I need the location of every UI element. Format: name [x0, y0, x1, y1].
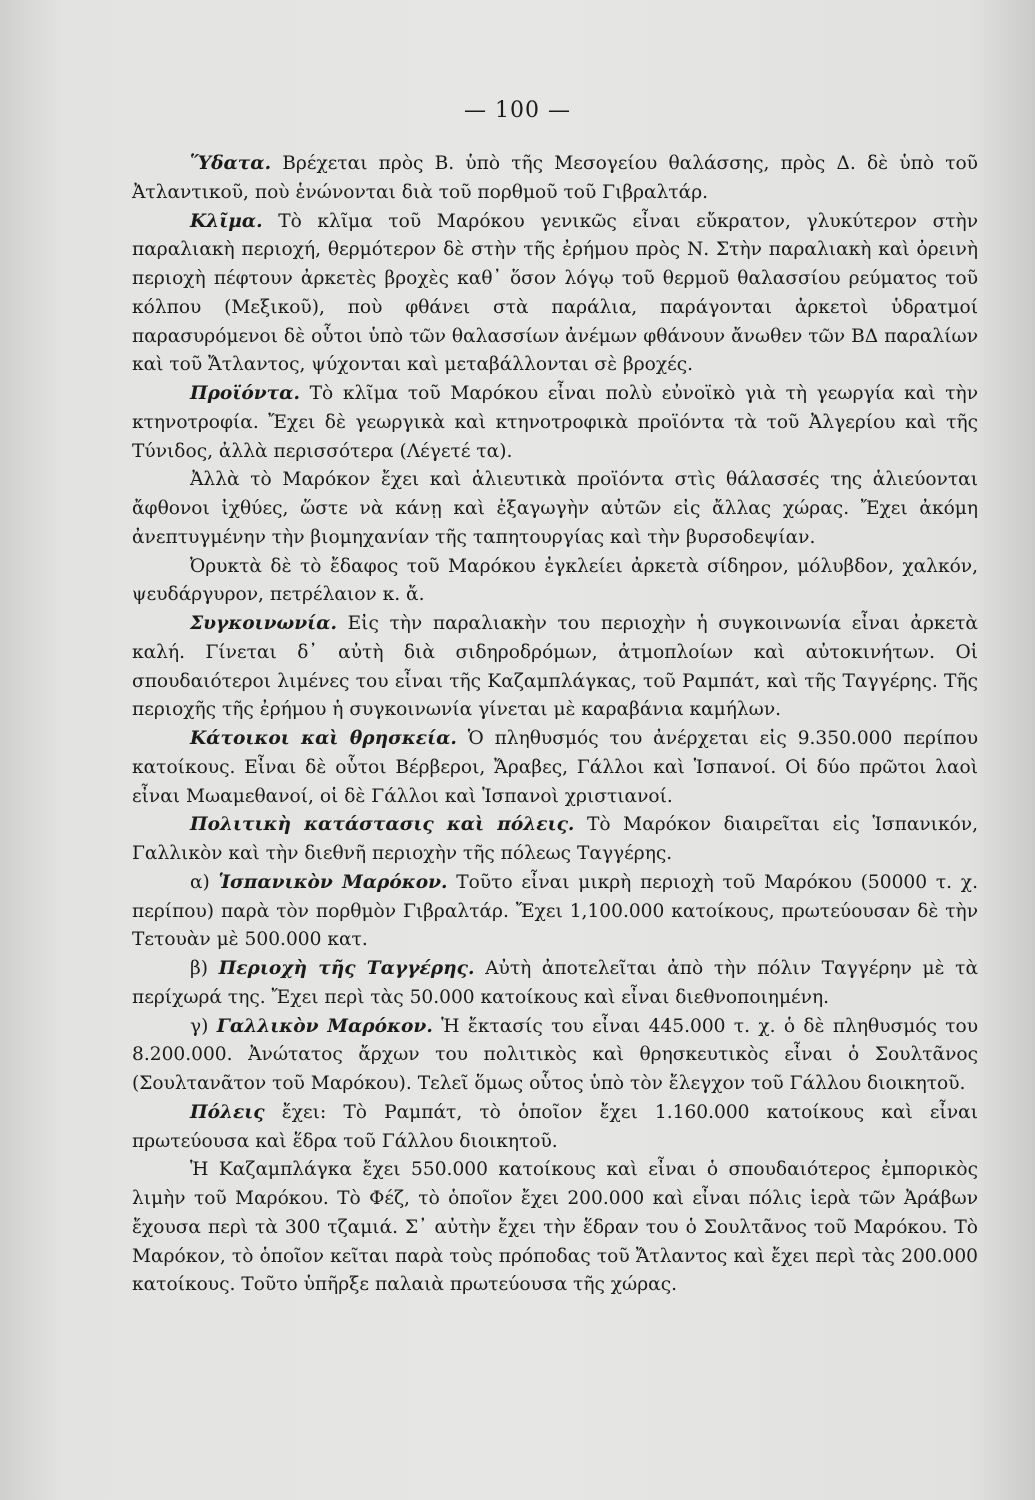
- heading: Γαλλικὸν Μαρόκον.: [216, 1015, 433, 1037]
- paragraph-waters: [132, 150, 978, 208]
- list-marker: β): [190, 958, 219, 979]
- heading: Πολιτικὴ κατάστασις καὶ πόλεις.: [190, 814, 575, 836]
- paragraph-text: Τὸ κλῖμα τοῦ Μαρόκου εἶναι πολὺ εὐνοϊκὸ γιὰ τὴ γεωργία καὶ τὴν κτηνοτροφία. Ἔχει δὲ γεωργικὰ καὶ κτηνοτροφικὰ προϊόντα τὰ τοῦ Ἀλγερίου καὶ τῆς Τύνιδος, ἀλλὰ περισσότερα (Λέγετέ τα).: [132, 383, 978, 462]
- paragraph-text: Ἡ Καζαμπλάγκα ἔχει 550.000 κατοίκους καὶ εἶναι ὁ σπουδαιότερος ἐμπορικὸς λιμὴν τοῦ Μαρόκου. Τὸ Φέζ, τὸ ὁποῖον ἔχει 200.000 καὶ εἶναι πόλις ἱερὰ τῶν Ἀράβων ἔχουσα περὶ τὰ 300 τζαμιά. Σ᾽ αὐτὴν ἔχει τὴν ἕδραν του ὁ Σουλτᾶνος τοῦ Μαρόκου. Τὸ Μαρόκον, τὸ ὁποῖον κεῖται παρὰ τοὺς πρόποδας τοῦ Ἄτλαντος καὶ ἔχει περὶ τὰς 200.000 κατοίκους. Τοῦτο ὑπῆρξε παλαιὰ πρωτεύουσα τῆς χώρας.: [132, 1159, 978, 1296]
- paragraph-text: Αὐτὴ ἀποτελεῖται ἀπὸ τὴν πόλιν Ταγγέρην μὲ τὰ περίχωρά της. Ἔχει περὶ τὰς 50.000 κατοίκους καὶ εἶναι διεθνοποιημένη.: [132, 958, 978, 1008]
- paragraph-text: Τὸ Μαρόκον διαιρεῖται εἰς Ἱσπανικόν, Γαλλικὸν καὶ τὴν διεθνῆ περιοχὴν τῆς πόλεως Ταγγέρης.: [132, 814, 978, 864]
- paragraph-spanish-morocco: [132, 869, 978, 955]
- heading: Πόλεις: [190, 1101, 265, 1123]
- list-marker: γ): [190, 1015, 217, 1037]
- paragraph-text: Ἡ ἔκτασίς του εἶναι 445.000 τ. χ. ὁ δὲ πληθυσμός του 8.200.000. Ἀνώτατος ἄρχων του πολιτικὸς καὶ θρησκευτικὸς εἶναι ὁ Σουλτᾶνος (Σουλτανᾶτον τοῦ Μαρόκου). Τελεῖ ὅμως οὗτος ὑπὸ τὸν ἔλεγχον τοῦ Γάλλου διοικητοῦ.: [132, 1015, 978, 1094]
- heading: Συγκοινωνία.: [190, 613, 337, 634]
- paragraph-climate: [132, 208, 978, 381]
- body-text: [132, 150, 978, 1300]
- paragraph-text: Τοῦτο εἶναι μικρὴ περιοχὴ τοῦ Μαρόκου (50000 τ. χ. περίπου) παρὰ τὸν πορθμὸν Γιβραλτάρ. Ἔχει 1,100.000 κατοίκους, πρωτεύουσαν δὲ τὴν Τετουὰν μὲ 500.000 κατ.: [132, 871, 978, 951]
- paragraph-minerals: [132, 553, 978, 611]
- heading: Περιοχὴ τῆς Ταγγέρης.: [218, 958, 475, 979]
- paragraph-inhabitants: [132, 725, 978, 811]
- paragraph-casablanca: [132, 1156, 978, 1300]
- paragraph-text: ἔχει: Τὸ Ραμπάτ, τὸ ὁποῖον ἔχει 1.160.000 κατοίκους καὶ εἶναι πρωτεύουσα καὶ ἕδρα τοῦ Γάλλου διοικητοῦ.: [132, 1101, 978, 1152]
- heading: Κάτοικοι καὶ θρησκεία.: [190, 728, 457, 749]
- paragraph-text: Ὀρυκτὰ δὲ τὸ ἔδαφος τοῦ Μαρόκου ἐγκλείει ἀρκετὰ σίδηρον, μόλυβδον, χαλκόν, ψευδάργυρον, πετρέλαιον κ. ἄ.: [132, 555, 978, 606]
- paragraph-tangier: [132, 955, 978, 1013]
- paragraph-political: [132, 811, 978, 869]
- heading: Κλῖμα.: [190, 210, 263, 232]
- paragraph-text: Βρέχεται πρὸς Β. ὑπὸ τῆς Μεσογείου θαλάσσης, πρὸς Δ. δὲ ὑπὸ τοῦ Ἀτλαντικοῦ, ποὺ ἑνώνονται διὰ τοῦ πορθμοῦ τοῦ Γιβραλτάρ.: [132, 153, 978, 203]
- paragraph-products: [132, 380, 978, 466]
- heading: Ὕδατα.: [190, 153, 272, 174]
- paragraph-text: Τὸ κλῖμα τοῦ Μαρόκου γενικῶς εἶναι εὔκρατον, γλυκύτερον στὴν παραλιακὴ περιοχή, θερμότερον δὲ στὴν τῆς ἐρήμου πρὸς Ν. Στὴν παραλιακὴ καὶ ὀρεινὴ περιοχὴ πέφτουν ἀρκετὲς βροχὲς καθ᾽ ὅσον λόγῳ τοῦ θερμοῦ θαλασσίου ρεύματος τοῦ κόλπου (Μεξικοῦ), ποὺ φθάνει στὰ παράλια, παράγονται ἀρκετοὶ ὑδρατμοί παρασυρόμενοι δὲ οὗτοι ὑπὸ τῶν θαλασσίων ἀνέμων φθάνουν ἄνωθεν τῶν ΒΔ παραλίων καὶ τοῦ Ἄτλαντος, ψύχονται καὶ μεταβάλλονται σὲ βροχές.: [132, 210, 978, 376]
- paragraph-cities: [132, 1099, 978, 1157]
- paragraph-text: Ὁ πληθυσμός του ἀνέρχεται εἰς 9.350.000 περίπου κατοίκους. Εἶναι δὲ οὗτοι Βέρβεροι, Ἄραβες, Γάλλοι καὶ Ἱσπανοί. Οἱ δύο πρῶτοι λαοὶ εἶναι Μωαμεθανοί, οἱ δὲ Γάλλοι καὶ Ἱσπανοὶ χριστιανοί.: [132, 728, 978, 807]
- paragraph-text: Ἀλλὰ τὸ Μαρόκον ἔχει καὶ ἁλιευτικὰ προϊόντα στὶς θάλασσές της ἁλιεύονται ἄφθονοι ἰχθύες, ὥστε νὰ κάνῃ καὶ ἐξαγωγὴν αὐτῶν εἰς ἄλλας χώρας. Ἔχει ἀκόμη ἀνεπτυγμένην τὴν βιομηχανίαν τῆς ταπητουργίας καὶ τὴν βυρσοδεψίαν.: [132, 469, 978, 548]
- page-number: — 100 —: [464, 98, 571, 123]
- paragraph-french-morocco: [132, 1013, 978, 1099]
- paragraph-fishing: [132, 466, 978, 552]
- heading: Ἱσπανικὸν Μαρόκον.: [218, 871, 448, 893]
- list-marker: α): [190, 871, 219, 893]
- heading: Προϊόντα.: [190, 383, 300, 404]
- paragraph-text: Εἰς τὴν παραλιακὴν του περιοχὴν ἡ συγκοινωνία εἶναι ἀρκετὰ καλή. Γίνεται δ᾽ αὐτὴ διὰ σιδηροδρόμων, ἀτμοπλοίων καὶ αὐτοκινήτων. Οἱ σπουδαιότεροι λιμένες του εἶναι τῆς Καζαμπλάγκας, τοῦ Ραμπάτ, καὶ τῆς Ταγγέρης. Τῆς περιοχῆς τῆς ἐρήμου ἡ συγκοινωνία γίνεται μὲ καραβάνια καμήλων.: [132, 613, 978, 721]
- paragraph-transport: [132, 610, 978, 725]
